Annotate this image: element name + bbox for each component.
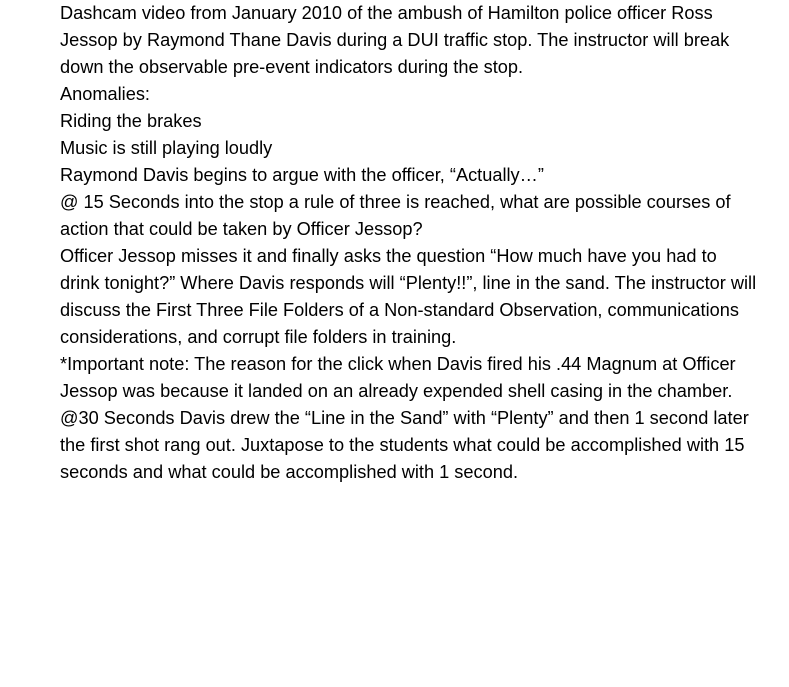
anomaly-item: Riding the brakes (60, 111, 202, 131)
fifteen-seconds-paragraph: @ 15 Seconds into the stop a rule of three is reached, what are possible courses of action that could be taken by Officer Jessop? (60, 192, 731, 239)
anomaly-item: Raymond Davis begins to argue with the officer, “Actually…” (60, 165, 544, 185)
thirty-seconds-paragraph: @30 Seconds Davis drew the “Line in the Sand” with “Plenty” and then 1 second later the first shot rang out. Juxtapose to the students what could be accomplished with 15 seconds and what could be accomplished with 1 second. (60, 408, 749, 482)
anomaly-item: Music is still playing loudly (60, 138, 273, 158)
question-paragraph: Officer Jessop misses it and finally asks the question “How much have you had to drink tonight?” Where Davis responds will “Plenty!!”, line in the sand. The instructor will discuss the First Three File Folders of a Non-standard Observation, communications considerations, and corrupt file folders in training. (60, 246, 757, 347)
anomalies-heading: Anomalies: (60, 84, 150, 104)
important-note-paragraph: *Important note: The reason for the click when Davis fired his .44 Magnum at Officer Jessop was because it landed on an already expended shell casing in the chamber. (60, 354, 736, 401)
intro-paragraph: Dashcam video from January 2010 of the ambush of Hamilton police officer Ross Jessop by Raymond Thane Davis during a DUI traffic stop. The instructor will break down the observable pre-event indicators during the stop. (60, 3, 730, 77)
document-body (60, 0, 760, 486)
